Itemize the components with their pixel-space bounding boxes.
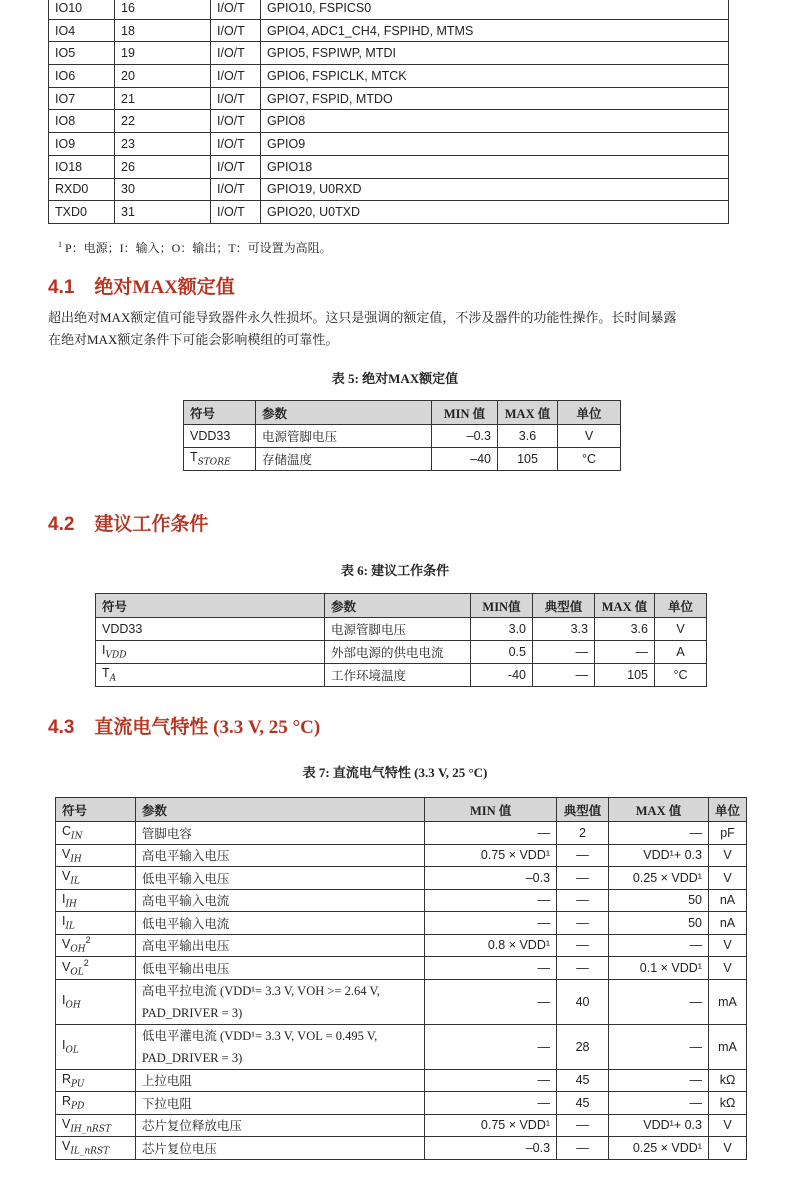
column-header: MAX 值 <box>609 798 709 822</box>
table-cell: I/O/T <box>211 178 261 201</box>
table-row <box>56 867 747 890</box>
table-row <box>184 425 621 448</box>
table-cell: GPIO20, U0TXD <box>261 201 729 224</box>
typ-cell: — <box>557 844 609 867</box>
param-cell: 下拉电阻 <box>135 1092 424 1115</box>
min-cell: — <box>425 1024 557 1069</box>
section-4-2-heading: 4.2 建议工作条件 <box>48 514 209 535</box>
table-cell: 19 <box>115 42 211 65</box>
max-cell: — <box>609 822 709 845</box>
symbol-cell: $V_{IL}$ <box>56 867 136 890</box>
column-header: 单位 <box>558 401 621 425</box>
table-6-caption: 表 6: 建议工作条件 <box>340 563 450 578</box>
column-header: 符号 <box>96 594 325 618</box>
table-cell: I/O/T <box>211 65 261 88</box>
unit-cell: °C <box>655 664 707 687</box>
symbol-cell: $I_{IL}$ <box>56 912 136 935</box>
typ-cell: 45 <box>557 1092 609 1115</box>
param-cell: 电源管脚电压 <box>256 425 432 448</box>
typ-cell: — <box>557 1137 609 1160</box>
section-4-1-paragraph: 超出绝对MAX额定值可能导致器件永久性损坏。这只是强调的额定值，不涉及器件的功能性操作。长时间暴露 在绝对MAX额定条件下可能会影响模组的可靠性。 <box>48 310 677 347</box>
unit-cell: nA <box>708 912 746 935</box>
table-cell: I/O/T <box>211 42 261 65</box>
min-cell: –0.3 <box>432 425 498 448</box>
unit-cell: V <box>708 1114 746 1137</box>
param-cell: 芯片复位释放电压 <box>135 1114 424 1137</box>
max-cell: VDD¹+ 0.3 <box>609 1114 709 1137</box>
table-row <box>56 934 747 957</box>
typ-cell: — <box>557 912 609 935</box>
table-cell: I/O/T <box>211 87 261 110</box>
typ-cell: — <box>533 641 595 664</box>
table-cell: IO8 <box>49 110 115 133</box>
table-cell: I/O/T <box>211 19 261 42</box>
column-header: 参数 <box>135 798 424 822</box>
max-cell: 0.1 × VDD¹ <box>609 957 709 980</box>
param-cell: 管脚电容 <box>135 822 424 845</box>
table-cell: RXD0 <box>49 178 115 201</box>
max-cell: — <box>609 979 709 1024</box>
column-header: MAX 值 <box>595 594 655 618</box>
table-cell: GPIO10, FSPICS0 <box>261 0 729 19</box>
max-cell: 50 <box>609 889 709 912</box>
column-header: 典型值 <box>533 594 595 618</box>
unit-cell: pF <box>708 822 746 845</box>
symbol-cell: VDD33 <box>184 425 256 448</box>
table-row <box>49 42 729 65</box>
table-row <box>56 979 747 1024</box>
table-cell: GPIO18 <box>261 155 729 178</box>
typ-cell: 2 <box>557 822 609 845</box>
max-cell: 50 <box>609 912 709 935</box>
table-row <box>49 201 729 224</box>
min-cell: 0.5 <box>471 641 533 664</box>
min-cell: 0.75 × VDD¹ <box>425 1114 557 1137</box>
column-header: MIN 值 <box>425 798 557 822</box>
typ-cell: — <box>557 867 609 890</box>
min-cell: — <box>425 1092 557 1115</box>
unit-cell: °C <box>558 448 621 471</box>
table-6 <box>95 593 707 687</box>
table-row <box>184 448 621 471</box>
max-cell: 3.6 <box>498 425 558 448</box>
typ-cell: — <box>533 664 595 687</box>
symbol-cell: $C_{IN}$ <box>56 822 136 845</box>
symbol-cell: $R_{PD}$ <box>56 1092 136 1115</box>
min-cell: — <box>425 889 557 912</box>
table-cell: GPIO6, FSPICLK, MTCK <box>261 65 729 88</box>
max-cell: — <box>609 1024 709 1069</box>
unit-cell: mA <box>708 1024 746 1069</box>
typ-cell: — <box>557 934 609 957</box>
symbol-cell: VDD33 <box>96 618 325 641</box>
symbol-cell: $V_{OL}^2$ <box>56 957 136 980</box>
unit-cell: kΩ <box>708 1069 746 1092</box>
symbol-cell: $I_{VDD}$ <box>96 641 325 664</box>
min-cell: 0.75 × VDD¹ <box>425 844 557 867</box>
table-cell: I/O/T <box>211 0 261 19</box>
table-cell: IO5 <box>49 42 115 65</box>
max-cell: — <box>609 934 709 957</box>
unit-cell: A <box>655 641 707 664</box>
section-4-1-heading: 4.1 绝对MAX额定值 <box>48 277 235 298</box>
unit-cell: V <box>708 1137 746 1160</box>
param-cell: 低电平输入电压 <box>135 867 424 890</box>
table-cell: TXD0 <box>49 201 115 224</box>
table-row <box>56 889 747 912</box>
min-cell: — <box>425 912 557 935</box>
max-cell: 0.25 × VDD¹ <box>609 1137 709 1160</box>
table-5-caption: 表 5: 绝对MAX额定值 <box>331 371 459 386</box>
table-cell: 22 <box>115 110 211 133</box>
table-cell: GPIO4, ADC1_CH4, FSPIHD, MTMS <box>261 19 729 42</box>
table-cell: 16 <box>115 0 211 19</box>
unit-cell: V <box>708 844 746 867</box>
max-cell: — <box>595 641 655 664</box>
table-row <box>49 110 729 133</box>
table-cell: I/O/T <box>211 155 261 178</box>
table-row <box>49 65 729 88</box>
min-cell: –0.3 <box>425 867 557 890</box>
param-cell: 电源管脚电压 <box>325 618 471 641</box>
max-cell: 105 <box>595 664 655 687</box>
column-header: 参数 <box>325 594 471 618</box>
param-cell: 高电平输入电压 <box>135 844 424 867</box>
table-cell: GPIO8 <box>261 110 729 133</box>
symbol-cell: $I_{OL}$ <box>56 1024 136 1069</box>
table-5 <box>183 400 621 471</box>
table-row <box>56 957 747 980</box>
column-header: 典型值 <box>557 798 609 822</box>
symbol-cell: $V_{IL\_nRST}$ <box>56 1137 136 1160</box>
typ-cell: 40 <box>557 979 609 1024</box>
param-cell: 低电平灌电流 (VDD¹= 3.3 V, VOL = 0.495 V, PAD_DRIVER = 3) <box>135 1024 424 1069</box>
unit-cell: kΩ <box>708 1092 746 1115</box>
table-cell: 26 <box>115 155 211 178</box>
table-7 <box>55 797 747 1160</box>
max-cell: VDD¹+ 0.3 <box>609 844 709 867</box>
table-cell: IO18 <box>49 155 115 178</box>
symbol-cell: $I_{OH}$ <box>56 979 136 1024</box>
param-cell: 低电平输出电压 <box>135 957 424 980</box>
table-cell: IO10 <box>49 0 115 19</box>
table-row <box>49 0 729 19</box>
table-cell: 18 <box>115 19 211 42</box>
min-cell: — <box>425 979 557 1024</box>
column-header: 参数 <box>256 401 432 425</box>
max-cell: 105 <box>498 448 558 471</box>
column-header: MIN 值 <box>432 401 498 425</box>
symbol-cell: $V_{IH\_nRST}$ <box>56 1114 136 1137</box>
table-cell: GPIO5, FSPIWP, MTDI <box>261 42 729 65</box>
typ-cell: 28 <box>557 1024 609 1069</box>
table-row <box>49 155 729 178</box>
table-row <box>56 822 747 845</box>
param-cell: 高电平输出电压 <box>135 934 424 957</box>
param-cell: 高电平输入电流 <box>135 889 424 912</box>
param-cell: 工作环境温度 <box>325 664 471 687</box>
column-header: 单位 <box>708 798 746 822</box>
typ-cell: 45 <box>557 1069 609 1092</box>
table-cell: GPIO19, U0RXD <box>261 178 729 201</box>
typ-cell: — <box>557 957 609 980</box>
param-cell: 外部电源的供电电流 <box>325 641 471 664</box>
table-row <box>56 1137 747 1160</box>
symbol-cell: $V_{OH}^2$ <box>56 934 136 957</box>
table-cell: 23 <box>115 133 211 156</box>
table-row <box>96 664 707 687</box>
table-cell: I/O/T <box>211 110 261 133</box>
table-cell: I/O/T <box>211 133 261 156</box>
table-row <box>96 618 707 641</box>
min-cell: 3.0 <box>471 618 533 641</box>
table-row <box>49 19 729 42</box>
unit-cell: V <box>708 867 746 890</box>
unit-cell: V <box>655 618 707 641</box>
table-row <box>56 844 747 867</box>
unit-cell: nA <box>708 889 746 912</box>
unit-cell: V <box>708 957 746 980</box>
unit-cell: V <box>558 425 621 448</box>
param-cell: 芯片复位电压 <box>135 1137 424 1160</box>
table-cell: GPIO9 <box>261 133 729 156</box>
symbol-cell: $V_{IH}$ <box>56 844 136 867</box>
table-cell: 30 <box>115 178 211 201</box>
min-cell: –40 <box>432 448 498 471</box>
table-cell: 21 <box>115 87 211 110</box>
table-cell: IO7 <box>49 87 115 110</box>
symbol-cell: $T_{STORE}$ <box>184 448 256 471</box>
min-cell: — <box>425 822 557 845</box>
column-header: 符号 <box>56 798 136 822</box>
param-cell: 高电平拉电流 (VDD¹= 3.3 V, VOH >= 2.64 V, PAD_DRIVER = 3) <box>135 979 424 1024</box>
table-7-caption: 表 7: 直流电气特性 (3.3 V, 25 °C) <box>302 765 488 780</box>
section-4-3-heading: 4.3 直流电气特性 (3.3 V, 25 °C) <box>48 717 321 738</box>
column-header: MIN值 <box>471 594 533 618</box>
min-cell: — <box>425 1069 557 1092</box>
max-cell: 0.25 × VDD¹ <box>609 867 709 890</box>
column-header: MAX 值 <box>498 401 558 425</box>
table-row <box>56 1069 747 1092</box>
pin-table <box>48 0 729 224</box>
typ-cell: 3.3 <box>533 618 595 641</box>
min-cell: -40 <box>471 664 533 687</box>
min-cell: 0.8 × VDD¹ <box>425 934 557 957</box>
pin-table-footnote: $^1$ P：电源；I：输入；O：输出；T：可设置为高阻。 <box>58 240 332 255</box>
max-cell: — <box>609 1069 709 1092</box>
symbol-cell: $R_{PU}$ <box>56 1069 136 1092</box>
unit-cell: V <box>708 934 746 957</box>
param-cell: 存储温度 <box>256 448 432 471</box>
symbol-cell: $T_A$ <box>96 664 325 687</box>
param-cell: 上拉电阻 <box>135 1069 424 1092</box>
table-cell: IO4 <box>49 19 115 42</box>
min-cell: –0.3 <box>425 1137 557 1160</box>
table-row <box>56 1092 747 1115</box>
table-row <box>49 87 729 110</box>
table-row <box>56 1114 747 1137</box>
typ-cell: — <box>557 889 609 912</box>
table-cell: 20 <box>115 65 211 88</box>
min-cell: — <box>425 957 557 980</box>
unit-cell: mA <box>708 979 746 1024</box>
column-header: 单位 <box>655 594 707 618</box>
table-cell: GPIO7, FSPID, MTDO <box>261 87 729 110</box>
symbol-cell: $I_{IH}$ <box>56 889 136 912</box>
table-cell: IO9 <box>49 133 115 156</box>
table-cell: I/O/T <box>211 201 261 224</box>
table-row <box>49 133 729 156</box>
table-cell: IO6 <box>49 65 115 88</box>
table-row <box>96 641 707 664</box>
column-header: 符号 <box>184 401 256 425</box>
table-row <box>56 912 747 935</box>
param-cell: 低电平输入电流 <box>135 912 424 935</box>
typ-cell: — <box>557 1114 609 1137</box>
table-cell: 31 <box>115 201 211 224</box>
table-row <box>56 1024 747 1069</box>
table-row <box>49 178 729 201</box>
max-cell: 3.6 <box>595 618 655 641</box>
max-cell: — <box>609 1092 709 1115</box>
